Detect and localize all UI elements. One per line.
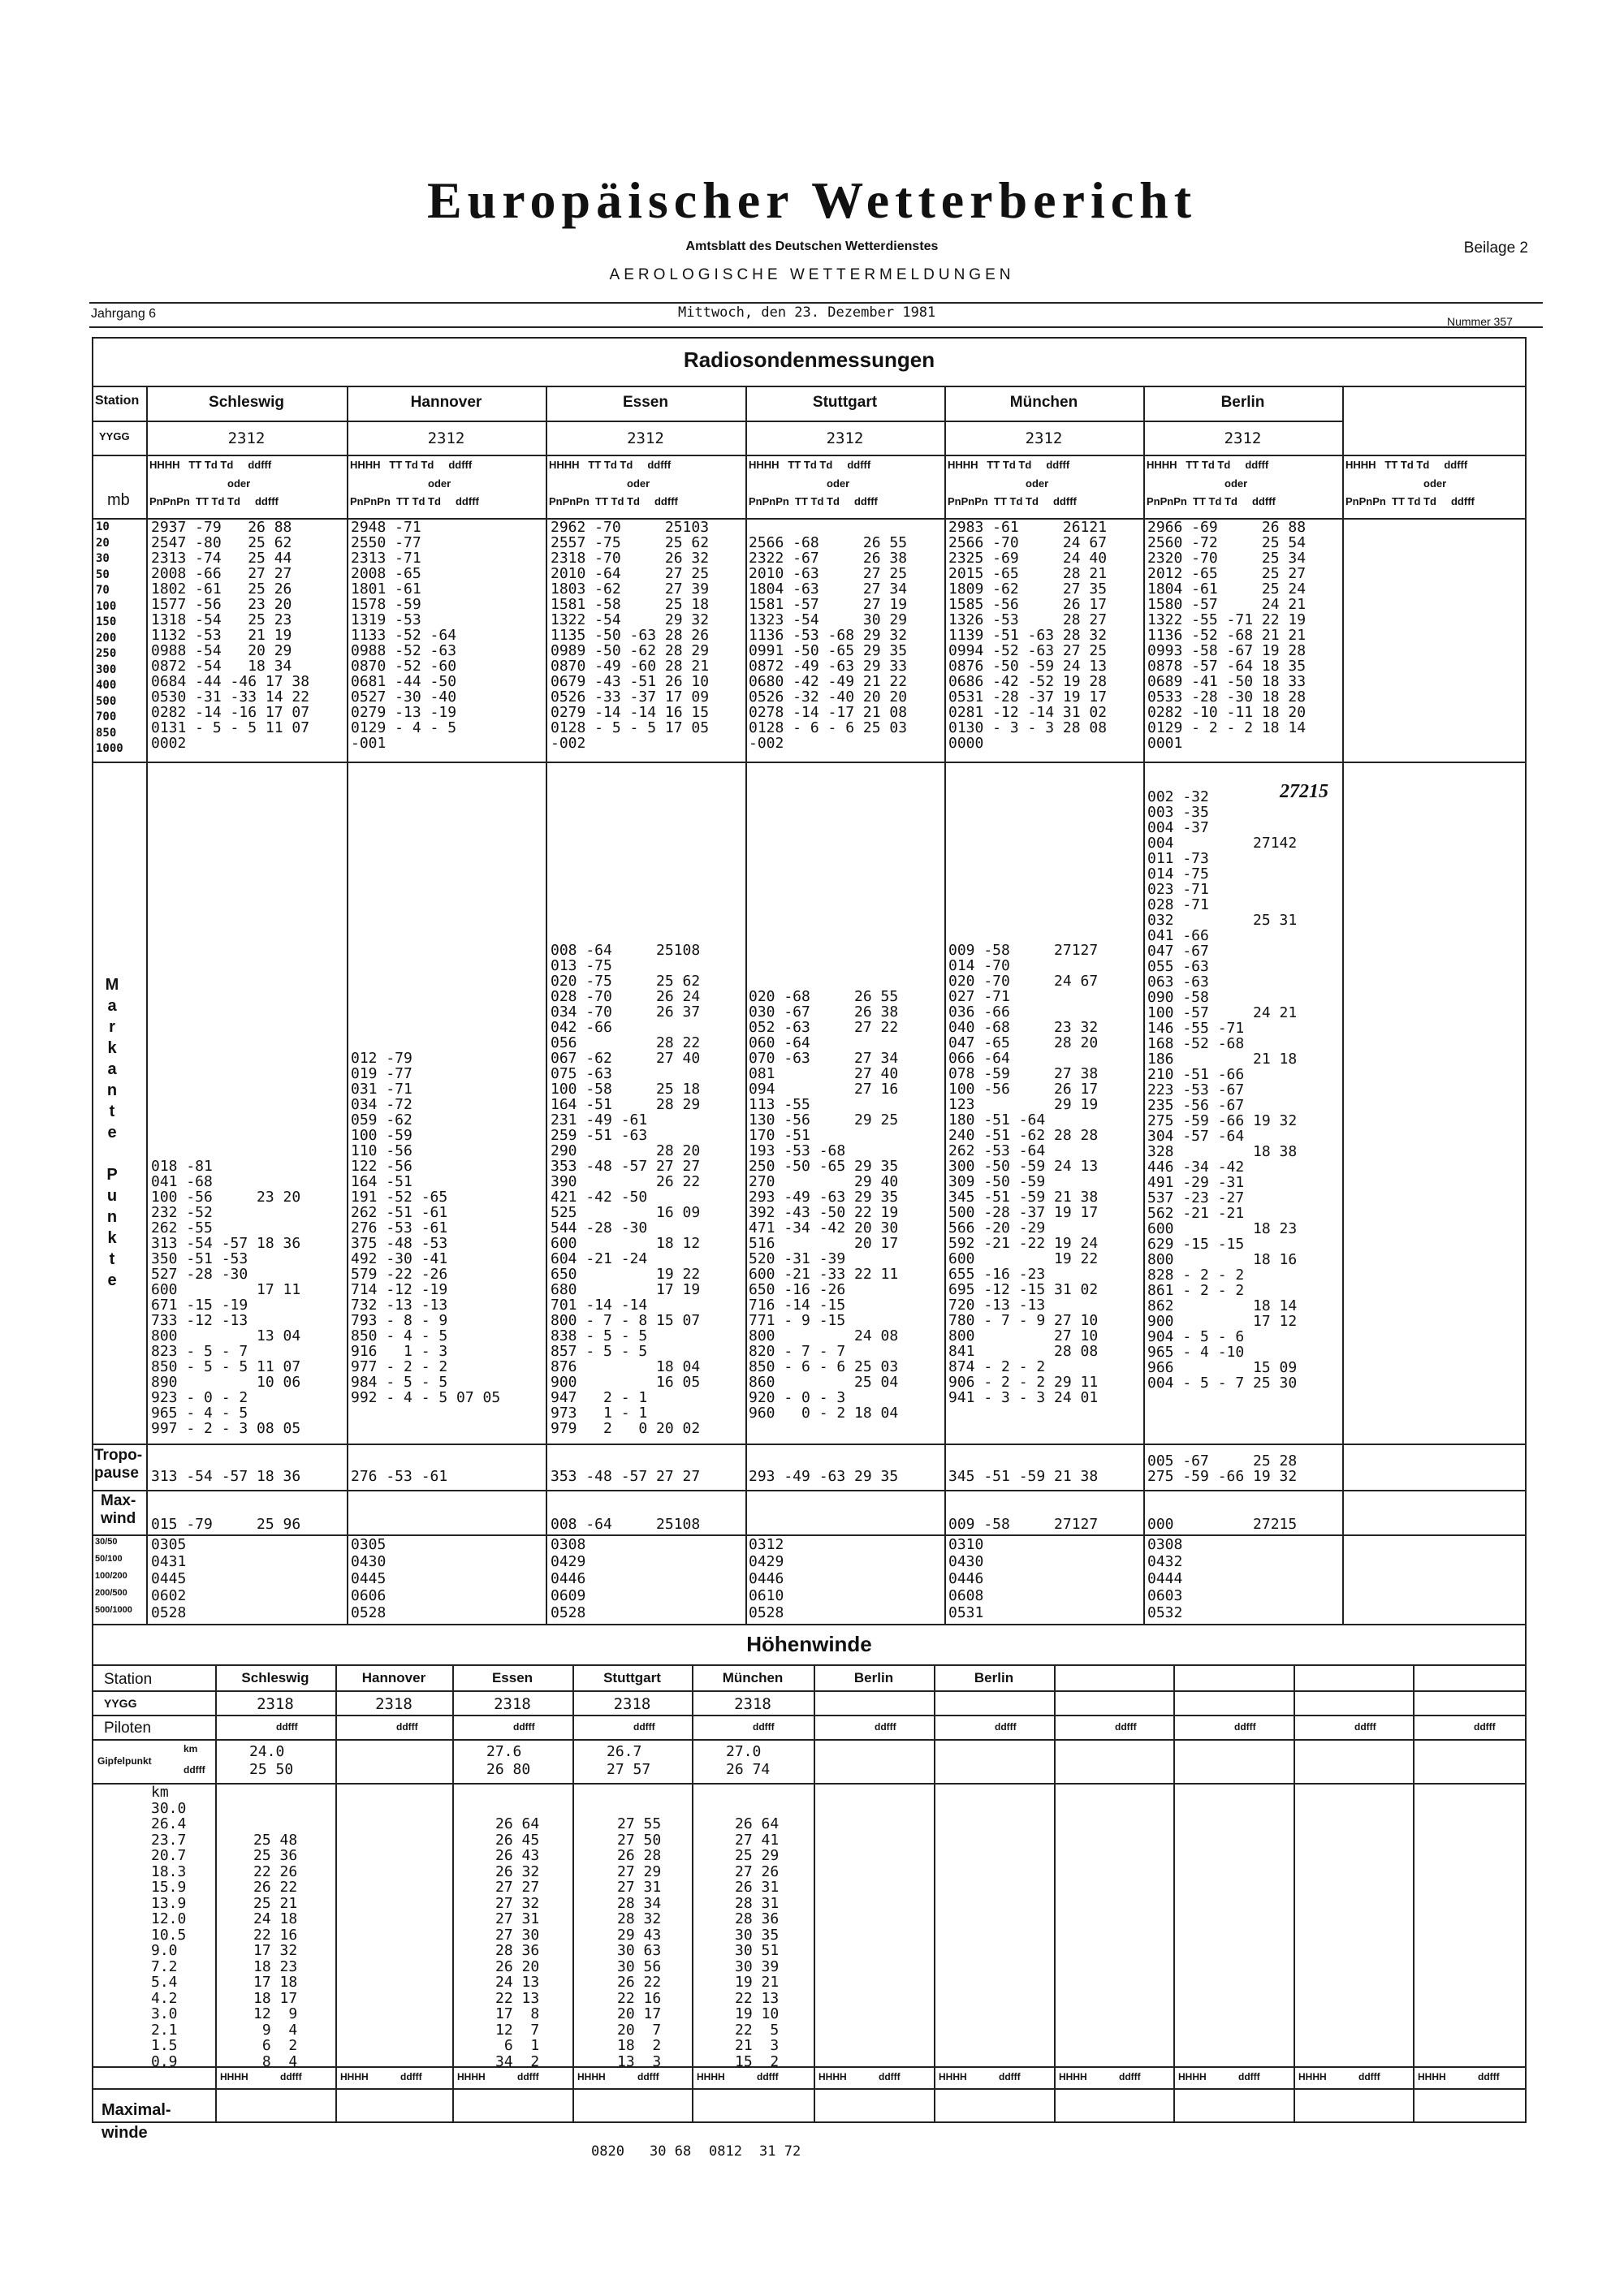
ddfff-header: ddfff	[1119, 2071, 1141, 2082]
subheader-or: oder	[227, 477, 251, 490]
winds-station-label: Station	[104, 1671, 153, 1688]
grid-line	[92, 1444, 1527, 1445]
subheader-bottom: PnPnPn TT Td Td ddfff	[350, 495, 479, 507]
subheader-or: oder	[428, 477, 451, 490]
station-name: München	[1009, 394, 1078, 411]
grid-line	[92, 1534, 1527, 1536]
winds-title: Höhenwinde	[746, 1632, 872, 1656]
subheader-or: oder	[627, 477, 650, 490]
hhhh-header: HHHH	[697, 2071, 725, 2082]
winds-station-name: Berlin	[974, 1670, 1014, 1685]
subheader-bottom: PnPnPn TT Td Td ddfff	[749, 495, 878, 507]
grid-line	[452, 1664, 454, 2123]
maxwind-label: Max- wind	[101, 1492, 136, 1527]
yygg-value: 2312	[826, 429, 864, 447]
standard-levels-essen: 2962 -70 25103 2557 -75 25 62 2318 -70 26 32 2010 -64 27 25 1803 -62 27 39 1581 -58 25 18 1322 -54 29 32 1135 -50 -63 28 26 0989 -50 -62 28 29 0870 -49 -60 28 21 0679 -43 -51 26 10 0526 -33 -37 17 09 0279 -14 -14 16 15 0128 - 5 - 5 17 05 -002	[551, 519, 710, 752]
subheader-or: oder	[1026, 477, 1049, 490]
thickness-level: 100/200	[95, 1571, 127, 1581]
ddfff-header: ddfff	[1234, 1721, 1256, 1733]
handwritten-note: 27215	[1280, 781, 1328, 802]
maxwind-essen: 008 -64 25108	[551, 1516, 701, 1533]
hhhh-header: HHHH	[1059, 2071, 1087, 2082]
grid-line	[335, 1664, 337, 2123]
yygg-value: 2312	[1224, 429, 1262, 447]
grid-line	[934, 1664, 935, 2123]
subheader-top: HHHH TT Td Td ddfff	[549, 459, 672, 471]
tropopause-hannover: 276 -53 -61	[351, 1468, 448, 1485]
ddfff-header: ddfff	[276, 1721, 298, 1733]
ddfff-header: ddfff	[1474, 1721, 1496, 1733]
ddfff-header: ddfff	[400, 2071, 422, 2082]
station-name: Berlin	[1220, 394, 1265, 411]
thickness-stuttgart: 0312 0429 0446 0610 0528	[749, 1536, 784, 1621]
summit-label: Gipfelpunkt	[97, 1755, 152, 1767]
summit-km: 27.0	[726, 1743, 762, 1760]
wind-col-stuttgart: 27 55 27 50 26 28 27 29 27 31 28 34 28 32 29 43 30 63 30 56 26 22 22 16 20 17 20 7 18 2 13 3	[617, 1815, 662, 2070]
header-rule-2	[89, 326, 1543, 328]
winds-yygg-value: 2318	[257, 1695, 294, 1713]
grid-line	[347, 386, 348, 1624]
grid-line	[546, 386, 547, 1624]
header-rule	[89, 302, 1543, 304]
mb-label: mb	[107, 491, 130, 509]
station-name: Schleswig	[209, 394, 284, 411]
grid-line	[215, 1664, 217, 2123]
grid-line	[692, 1664, 693, 2123]
yygg-value: 2312	[427, 429, 465, 447]
km-label: km	[184, 1743, 198, 1754]
grid-line	[1294, 1664, 1295, 2123]
pilot-label: Piloten	[104, 1720, 152, 1737]
winds-station-name: Essen	[491, 1670, 533, 1685]
grid-line	[92, 1783, 1527, 1785]
hhhh-header: HHHH	[457, 2071, 486, 2082]
issue-number: Nummer 357	[1447, 315, 1513, 328]
pressure-levels: 10 20 30 50 70 100 150 200 250 300 400 500 700 850 1000	[96, 520, 123, 755]
grid-line	[1413, 1664, 1415, 2123]
winds-station-name: Berlin	[853, 1670, 894, 1685]
subheader-top: HHHH TT Td Td ddfff	[149, 459, 272, 471]
ddfff-header: ddfff	[875, 1721, 896, 1733]
standard-levels-muenchen: 2983 -61 26121 2566 -70 24 67 2325 -69 24 40 2015 -65 28 21 1809 -62 27 35 1585 -56 26 17 1326 -53 28 27 1139 -51 -63 28 32 0994 -52 -63 27 25 0876 -50 -59 24 13 0686 -42 -52 19 28 0531 -28 -37 19 17 0281 -12 -14 31 02 0130 - 3 - 3 28 08 0000	[948, 519, 1108, 752]
winds-station-name: Schleswig	[241, 1670, 309, 1685]
standard-levels-stuttgart: 2566 -68 26 55 2322 -67 26 38 2010 -63 27 25 1804 -63 27 34 1581 -57 27 19 1323 -54 30 29 1136 -53 -68 29 32 0991 -50 -65 29 35 0872 -49 -63 29 33 0680 -42 -49 21 22 0526 -32 -40 20 20 0278 -14 -17 21 08 0128 - 6 - 6 25 03 -002	[749, 534, 908, 752]
grid-line	[92, 455, 1527, 456]
ddfff-header: ddfff	[1358, 2071, 1380, 2082]
maxwind-ddfff: 31 72	[759, 2143, 801, 2160]
wind-heights: km 30.0 26.4 23.7 20.7 18.3 15.9 13.9 12.0 10.5 9.0 7.2 5.4 4.2 3.0 2.1 1.5 0.9	[151, 1784, 187, 2070]
subheader-bottom: PnPnPn TT Td Td ddfff	[549, 495, 678, 507]
winds-yygg-value: 2318	[613, 1695, 651, 1713]
maxwind-ddfff: 30 68	[650, 2143, 692, 2160]
maxwind-muenchen: 009 -58 27127	[948, 1516, 1099, 1533]
tropopause-label: Tropo- pause	[94, 1447, 143, 1482]
thickness-level: 500/1000	[95, 1605, 132, 1615]
hhhh-header: HHHH	[340, 2071, 369, 2082]
yygg-value: 2312	[1025, 429, 1063, 447]
standard-levels-berlin: 2966 -69 26 88 2560 -72 25 54 2320 -70 25 34 2012 -65 25 27 1804 -61 25 24 1580 -57 24 21 1322 -55 -71 22 19 1136 -52 -68 21 21 0993 -58 -67 19 28 0878 -57 -64 18 35 0689 -41 -50 18 33 0533 -28 -30 18 28 0282 -10 -11 18 20 0129 - 2 - 2 18 14 0001	[1147, 519, 1307, 752]
grid-line	[92, 1690, 1527, 1692]
subheader-bottom: PnPnPn TT Td Td ddfff	[1345, 495, 1475, 507]
ddfff-header: ddfff	[517, 2071, 539, 2082]
thickness-schleswig: 0305 0431 0445 0602 0528	[151, 1536, 187, 1621]
ddfff-header: ddfff	[1478, 2071, 1500, 2082]
grid-line	[92, 1739, 1527, 1741]
ddfff-label: ddfff	[184, 1764, 205, 1776]
grid-line	[745, 386, 747, 1624]
station-label: Station	[95, 394, 140, 408]
subheader-top: HHHH TT Td Td ddfff	[1147, 459, 1269, 471]
hhhh-header: HHHH	[1178, 2071, 1207, 2082]
winds-yygg-label: YYGG	[104, 1697, 137, 1710]
thickness-level: 200/500	[95, 1588, 127, 1598]
ddfff-header: ddfff	[633, 1721, 655, 1733]
subheader-or: oder	[1224, 477, 1248, 490]
ddfff-header: ddfff	[999, 2071, 1021, 2082]
grid-line	[1054, 1664, 1056, 2123]
yygg-label: YYGG	[99, 430, 130, 442]
yygg-value: 2312	[627, 429, 664, 447]
summit-ddfff: 27 57	[607, 1761, 651, 1778]
grid-line	[814, 1664, 815, 2123]
hhhh-header: HHHH	[1418, 2071, 1446, 2082]
ddfff-header: ddfff	[1354, 1721, 1376, 1733]
hhhh-header: HHHH	[577, 2071, 606, 2082]
subheader-top: HHHH TT Td Td ddfff	[948, 459, 1070, 471]
summit-ddfff: 25 50	[249, 1761, 294, 1778]
yygg-value: 2312	[227, 429, 266, 447]
grid-line	[92, 1624, 1527, 1625]
tropopause-stuttgart: 293 -49 -63 29 35	[749, 1468, 899, 1485]
grid-line	[146, 386, 148, 1624]
ddfff-header: ddfff	[280, 2071, 302, 2082]
significant-stuttgart: 020 -68 26 55 030 -67 26 38 052 -63 27 22 060 -64 070 -63 27 34 081 27 40 094 27 16 113 -55 130 -56 29 25 170 -51 193 -53 -68 250 -50 -65 29 35 270 29 40 293 -49 -63 29 35 392 -43 -50 22 19 471 -34 -42 20 30 516 20 17 520 -31 -39 600 -21 -33 22 11 650 -16 -26 716 -14 -15 771 - 9 -15 800 24 08 820 - 7 - 7 850 - 6 - 6 25 03 860 25 04 920 - 0 - 3 960 0 - 2 18 04	[749, 988, 899, 1422]
page-title: Europäischer Wetterbericht	[426, 171, 1198, 229]
maxwind-berlin: 000 27215	[1147, 1516, 1298, 1533]
hhhh-header: HHHH	[818, 2071, 847, 2082]
maxwind-hhhh: 0820	[591, 2143, 624, 2160]
significant-berlin: 002 -32 003 -35 004 -37 004 27142 011 -73 014 -75 023 -71 028 -71 032 25 31 041 -66 047 -67 055 -63 063 -63 090 -58 100 -57 24 21 146 -55 -71 168 -52 -68 186 21 18 210 -51 -66 223 -53 -67 235 -56 -67 275 -59 -66 19 32 304 -57 -64 328 18 38 446 -34 -42 491 -29 -31 537 -23 -27 562 -21 -21 600 18 23 629 -15 -15 800 18 16 828 - 2 - 2 861 - 2 - 2 862 18 14 900 17 12 904 - 5 - 6 965 - 4 -10 966 15 09 004 - 5 - 7 25 30	[1147, 788, 1298, 1392]
station-name: Stuttgart	[812, 394, 878, 411]
subheader-top: HHHH TT Td Td ddfff	[350, 459, 473, 471]
summit-ddfff: 26 74	[726, 1761, 771, 1778]
subheader-bottom: PnPnPn TT Td Td ddfff	[948, 495, 1077, 507]
wind-col-schleswig: 25 48 25 36 22 26 26 22 25 21 24 18 22 16 17 32 18 23 17 18 18 17 12 9 9 4 6 2 8 4	[253, 1831, 298, 2070]
thickness-muenchen: 0310 0430 0446 0608 0531	[948, 1536, 984, 1621]
subheader-or: oder	[1423, 477, 1447, 490]
subtitle: Amtsblatt des Deutschen Wetterdienstes	[685, 240, 939, 253]
standard-levels-hannover: 2948 -71 2550 -77 2313 -71 2008 -65 1801 -61 1578 -59 1319 -53 1133 -52 -64 0988 -52 -63 0870 -52 -60 0681 -44 -50 0527 -30 -40 0279 -13 -19 0129 - 4 - 5 -001	[351, 519, 457, 752]
significant-essen: 008 -64 25108 013 -75 020 -75 25 62 028 -70 26 24 034 -70 26 37 042 -66 056 28 22 067 -62 27 40 075 -63 100 -58 25 18 164 -51 28 29 231 -49 -61 259 -51 -63 290 28 20 353 -48 -57 27 27 390 26 22 421 -42 -50 525 16 09 544 -28 -30 600 18 12 604 -21 -24 650 19 22 680 17 19 701 -14 -14 800 - 7 - 8 15 07 838 - 5 - 5 857 - 5 - 5 876 18 04 900 16 05 947 2 - 1 973 1 - 1 979 2 0 20 02	[551, 942, 701, 1437]
station-name: Hannover	[410, 394, 482, 411]
wind-col-essen: 26 64 26 45 26 43 26 32 27 27 27 32 27 31 27 30 28 36 26 20 24 13 22 13 17 8 12 7 6 1 34 2	[495, 1815, 540, 2070]
section-title: AEROLOGISCHE WETTERMELDUNGEN	[609, 266, 1015, 283]
summit-km: 27.6	[486, 1743, 522, 1760]
maxwind-schleswig: 015 -79 25 96	[151, 1516, 301, 1533]
standard-levels-schleswig: 2937 -79 26 88 2547 -80 25 62 2313 -74 25 44 2008 -66 27 27 1802 -61 25 26 1577 -56 23 20 1318 -54 25 23 1132 -53 21 19 0988 -54 20 29 0872 -54 18 34 0684 -44 -46 17 38 0530 -31 -33 14 22 0282 -14 -16 17 07 0131 - 5 - 5 11 07 0002	[151, 519, 310, 752]
ddfff-header: ddfff	[1238, 2071, 1260, 2082]
winds-station-name: Hannover	[361, 1670, 426, 1685]
tropopause-schleswig: 313 -54 -57 18 36	[151, 1468, 301, 1485]
significant-schleswig: 018 -81 041 -68 100 -56 23 20 232 -52 262 -55 313 -54 -57 18 36 350 -51 -53 527 -28 -30 600 17 11 671 -15 -19 733 -12 -13 800 13 04 823 - 5 - 7 850 - 5 - 5 11 07 890 10 06 923 - 0 - 2 965 - 4 - 5 997 - 2 - 3 08 05	[151, 1158, 301, 1437]
tropopause-essen: 353 -48 -57 27 27	[551, 1468, 701, 1485]
grid-line	[572, 1664, 574, 2123]
ddfff-header: ddfff	[396, 1721, 418, 1733]
grid-line	[92, 386, 1527, 387]
grid-line	[1143, 386, 1145, 1624]
summit-km: 26.7	[607, 1743, 642, 1760]
thickness-level: 30/50	[95, 1537, 118, 1547]
station-name: Essen	[623, 394, 668, 411]
winds-station-name: Stuttgart	[603, 1670, 661, 1685]
winds-yygg-value: 2318	[375, 1695, 412, 1713]
winds-yygg-value: 2318	[494, 1695, 531, 1713]
grid-line	[92, 1664, 1527, 1666]
grid-line	[92, 762, 1527, 763]
maxwind-hhhh: 0812	[709, 2143, 742, 2160]
thickness-hannover: 0305 0430 0445 0606 0528	[351, 1536, 387, 1621]
hhhh-header: HHHH	[939, 2071, 967, 2082]
grid-line	[944, 386, 946, 1624]
ddfff-header: ddfff	[1115, 1721, 1137, 1733]
summit-ddfff: 26 80	[486, 1761, 531, 1778]
grid-line	[1173, 1664, 1175, 2123]
ddfff-header: ddfff	[995, 1721, 1017, 1733]
volume-label: Jahrgang 6	[91, 307, 157, 321]
date-label: Mittwoch, den 23. Dezember 1981	[678, 304, 936, 321]
thickness-essen: 0308 0429 0446 0609 0528	[551, 1536, 586, 1621]
thickness-berlin: 0308 0432 0444 0603 0532	[1147, 1536, 1183, 1621]
winds-station-name: München	[722, 1670, 784, 1685]
significant-hannover: 012 -79 019 -77 031 -71 034 -72 059 -62 100 -59 110 -56 122 -56 164 -51 191 -52 -65 262 -51 -61 276 -53 -61 375 -48 -53 492 -30 -41 579 -22 -26 714 -12 -19 732 -13 -13 793 - 8 - 9 850 - 4 - 5 916 1 - 3 977 - 2 - 2 984 - 5 - 5 992 - 4 - 5 07 05	[351, 1050, 501, 1406]
radiosonde-title: Radiosondenmessungen	[683, 347, 935, 372]
subheader-top: HHHH TT Td Td ddfff	[749, 459, 871, 471]
ddfff-header: ddfff	[753, 1721, 775, 1733]
grid-line	[92, 1715, 1527, 1716]
thickness-level: 50/100	[95, 1554, 123, 1564]
grid-line	[92, 2066, 1527, 2068]
ddfff-header: ddfff	[757, 2071, 779, 2082]
grid-line	[92, 421, 1342, 422]
subheader-or: oder	[827, 477, 850, 490]
subheader-bottom: PnPnPn TT Td Td ddfff	[1147, 495, 1276, 507]
ddfff-header: ddfff	[513, 1721, 535, 1733]
tropopause-muenchen: 345 -51 -59 21 38	[948, 1468, 1099, 1485]
tropopause-berlin: 005 -67 25 28 275 -59 -66 19 32	[1147, 1452, 1298, 1485]
subheader-top: HHHH TT Td Td ddfff	[1345, 459, 1468, 471]
significant-points-label: M a r k a n t e P u n k t e	[105, 976, 119, 1289]
subheader-bottom: PnPnPn TT Td Td ddfff	[149, 495, 279, 507]
winds-yygg-value: 2318	[734, 1695, 771, 1713]
hhhh-header: HHHH	[220, 2071, 248, 2082]
wind-col-muenchen: 26 64 27 41 25 29 27 26 26 31 28 31 28 36 30 35 30 51 30 39 19 21 22 13 19 10 22 5 21 3 15 2	[735, 1815, 780, 2070]
maxwinds-label: Maximal- winde	[102, 2101, 171, 2142]
summit-km: 24.0	[249, 1743, 285, 1760]
hhhh-header: HHHH	[1298, 2071, 1327, 2082]
grid-line	[92, 2088, 1527, 2090]
significant-muenchen: 009 -58 27127 014 -70 020 -70 24 67 027 -71 036 -66 040 -68 23 32 047 -65 28 20 066 -64 078 -59 27 38 100 -56 26 17 123 29 19 180 -51 -64 240 -51 -62 28 28 262 -53 -64 300 -50 -59 24 13 309 -50 -59 345 -51 -59 21 38 500 -28 -37 19 17 566 -20 -29 592 -21 -22 19 24 600 19 22 655 -16 -23 695 -12 -15 31 02 720 -13 -13 780 - 7 - 9 27 10 800 27 10 841 28 08 874 - 2 - 2 906 - 2 - 2 29 11 941 - 3 - 3 24 01	[948, 942, 1099, 1406]
ddfff-header: ddfff	[637, 2071, 659, 2082]
grid-line	[1342, 386, 1344, 1624]
ddfff-header: ddfff	[879, 2071, 901, 2082]
grid-line	[92, 1490, 1527, 1491]
supplement-label: Beilage 2	[1463, 240, 1528, 257]
